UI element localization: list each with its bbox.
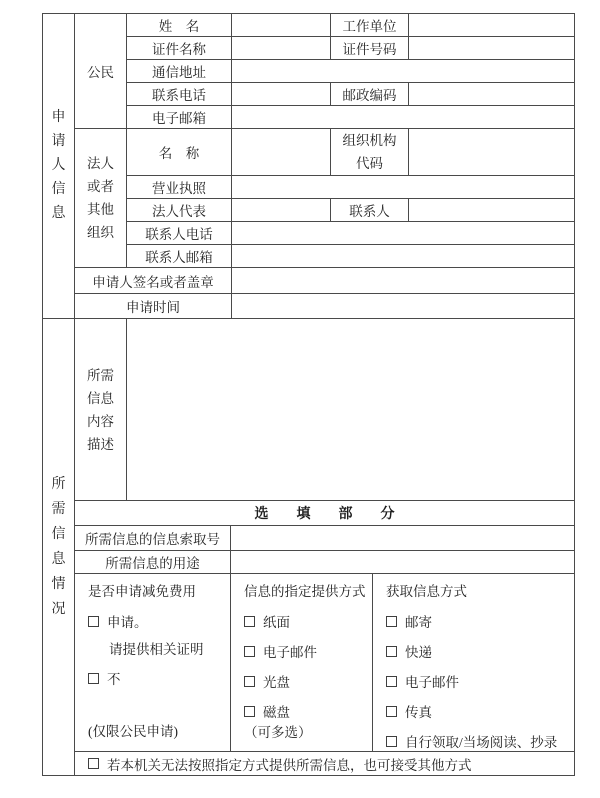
option-express[interactable] <box>386 641 570 661</box>
label-line: 组织机构 <box>342 133 397 148</box>
address-label: 通信地址 <box>127 60 232 83</box>
org-name-label: 名 称 <box>127 129 232 176</box>
option-email-delivery[interactable] <box>244 641 368 661</box>
label-line: 信息 <box>87 390 114 406</box>
delivery-method-title: 信息的指定提供方式 <box>244 584 366 599</box>
org-code-input[interactable] <box>409 129 575 176</box>
checkbox-icon[interactable] <box>88 673 99 684</box>
vertical-char: 息 <box>51 552 66 567</box>
option-self-pickup[interactable] <box>386 731 570 751</box>
id-type-input[interactable] <box>232 37 331 60</box>
option-paper[interactable] <box>244 611 368 631</box>
description-input[interactable] <box>127 319 575 501</box>
postal-code-input[interactable] <box>409 83 575 106</box>
contact-phone-input[interactable] <box>232 222 575 245</box>
legal-rep-input[interactable] <box>232 199 331 222</box>
required-info-section-label <box>43 319 75 776</box>
contact-email-input[interactable] <box>232 245 575 268</box>
option-mail[interactable] <box>386 611 570 631</box>
vertical-char: 人 <box>51 158 66 173</box>
option-apply-waiver[interactable] <box>88 611 226 631</box>
option-label: 电子邮件 <box>405 675 459 690</box>
option-label: 纸面 <box>263 615 290 630</box>
business-license-input[interactable] <box>232 176 575 199</box>
vertical-char: 需 <box>51 502 66 517</box>
option-label: 光盘 <box>263 675 290 690</box>
legal-rep-label: 法人代表 <box>127 199 232 222</box>
index-number-input[interactable] <box>231 526 575 551</box>
checkbox-icon[interactable] <box>88 758 99 769</box>
obtain-method-cell <box>373 574 575 752</box>
vertical-char: 信 <box>51 527 66 542</box>
applicant-info-table <box>42 13 575 319</box>
checkbox-icon[interactable] <box>244 706 255 717</box>
label-line: 内容 <box>87 413 114 429</box>
purpose-label: 所需信息的用途 <box>75 551 231 574</box>
contact-phone-label: 联系人电话 <box>127 222 232 245</box>
business-license-label: 营业执照 <box>127 176 232 199</box>
description-label <box>75 319 127 501</box>
option-label: 不 <box>107 672 121 687</box>
fallback-option-row[interactable] <box>75 752 575 776</box>
label-line: 所需 <box>87 367 114 383</box>
name-input[interactable] <box>232 14 331 37</box>
option-label: 快递 <box>405 645 432 660</box>
option-fax[interactable] <box>386 701 570 721</box>
phone-label: 联系电话 <box>127 83 232 106</box>
index-number-label: 所需信息的信息索取号 <box>75 526 231 551</box>
signature-input[interactable] <box>232 268 575 294</box>
description-label-text <box>75 364 126 456</box>
org-name-input[interactable] <box>232 129 331 176</box>
checkbox-icon[interactable] <box>386 706 397 717</box>
option-email-obtain[interactable] <box>386 671 570 691</box>
contact-input[interactable] <box>409 199 575 222</box>
postal-code-label: 邮政编码 <box>331 83 409 106</box>
id-type-label: 证件名称 <box>127 37 232 60</box>
obtain-method-title: 获取信息方式 <box>386 584 467 599</box>
org-code-label <box>331 129 409 176</box>
work-unit-input[interactable] <box>409 14 575 37</box>
email-label: 电子邮箱 <box>127 106 232 129</box>
label-line: 描述 <box>87 436 114 452</box>
phone-input[interactable] <box>232 83 331 106</box>
fee-waiver-cell <box>75 574 231 752</box>
email-input[interactable] <box>232 106 575 129</box>
checkbox-icon[interactable] <box>244 676 255 687</box>
fee-waiver-title: 是否申请减免费用 <box>88 584 196 599</box>
apply-time-input[interactable] <box>232 294 575 319</box>
applicant-vertical-text <box>43 106 74 226</box>
checkbox-icon[interactable] <box>244 646 255 657</box>
checkbox-icon[interactable] <box>386 736 397 747</box>
group-line: 法人 <box>87 156 114 171</box>
id-number-input[interactable] <box>409 37 575 60</box>
work-unit-label: 工作单位 <box>331 14 409 37</box>
option-no-waiver[interactable] <box>88 668 226 688</box>
option-accept-other[interactable] <box>75 754 574 774</box>
vertical-char: 申 <box>51 110 66 125</box>
apply-time-label: 申请时间 <box>75 294 232 319</box>
checkbox-icon[interactable] <box>386 616 397 627</box>
citizen-group-label: 公民 <box>75 14 127 129</box>
vertical-char: 息 <box>51 206 66 221</box>
legal-group-text <box>75 152 126 244</box>
signature-label: 申请人签名或者盖章 <box>75 268 232 294</box>
vertical-char: 信 <box>51 182 66 197</box>
delivery-method-cell <box>231 574 373 752</box>
option-cd[interactable] <box>244 671 368 691</box>
purpose-input[interactable] <box>231 551 575 574</box>
contact-label: 联系人 <box>331 199 409 222</box>
name-label: 姓 名 <box>127 14 232 37</box>
contact-email-label: 联系人邮箱 <box>127 245 232 268</box>
option-label: 自行领取/当场阅读、抄录 <box>405 735 558 750</box>
id-number-label: 证件号码 <box>331 37 409 60</box>
checkbox-icon[interactable] <box>386 646 397 657</box>
required-info-table <box>42 318 575 776</box>
fallback-option-label: 若本机关无法按照指定方式提供所需信息，也可接受其他方式 <box>107 757 472 773</box>
fee-waiver-footnote: (仅限公民申请) <box>88 724 178 739</box>
group-line: 组织 <box>87 225 114 240</box>
delivery-footnote: （可多选） <box>244 725 312 740</box>
option-label: 传真 <box>405 705 432 720</box>
group-line: 其他 <box>87 202 114 217</box>
option-label: 邮寄 <box>405 615 432 630</box>
org-code-text <box>331 129 408 175</box>
group-line: 或者 <box>87 179 114 194</box>
option-label: 电子邮件 <box>263 645 317 660</box>
vertical-char: 情 <box>51 577 66 592</box>
checkbox-icon[interactable] <box>386 676 397 687</box>
option-label: 磁盘 <box>263 705 290 720</box>
vertical-char: 请 <box>51 134 66 149</box>
option-disk[interactable] <box>244 701 368 721</box>
option-label: 申请。 <box>107 615 148 630</box>
vertical-char: 况 <box>51 602 66 617</box>
address-input[interactable] <box>232 60 575 83</box>
optional-part-heading: 选填部分 <box>75 501 575 526</box>
apply-waiver-note: 请提供相关证明 <box>109 642 204 657</box>
checkbox-icon[interactable] <box>88 616 99 627</box>
checkbox-icon[interactable] <box>244 616 255 627</box>
applicant-section-label <box>43 14 75 319</box>
legal-group-label <box>75 129 127 268</box>
label-line: 代码 <box>356 156 383 171</box>
required-info-vertical-text <box>43 472 74 622</box>
vertical-char: 所 <box>51 477 66 492</box>
